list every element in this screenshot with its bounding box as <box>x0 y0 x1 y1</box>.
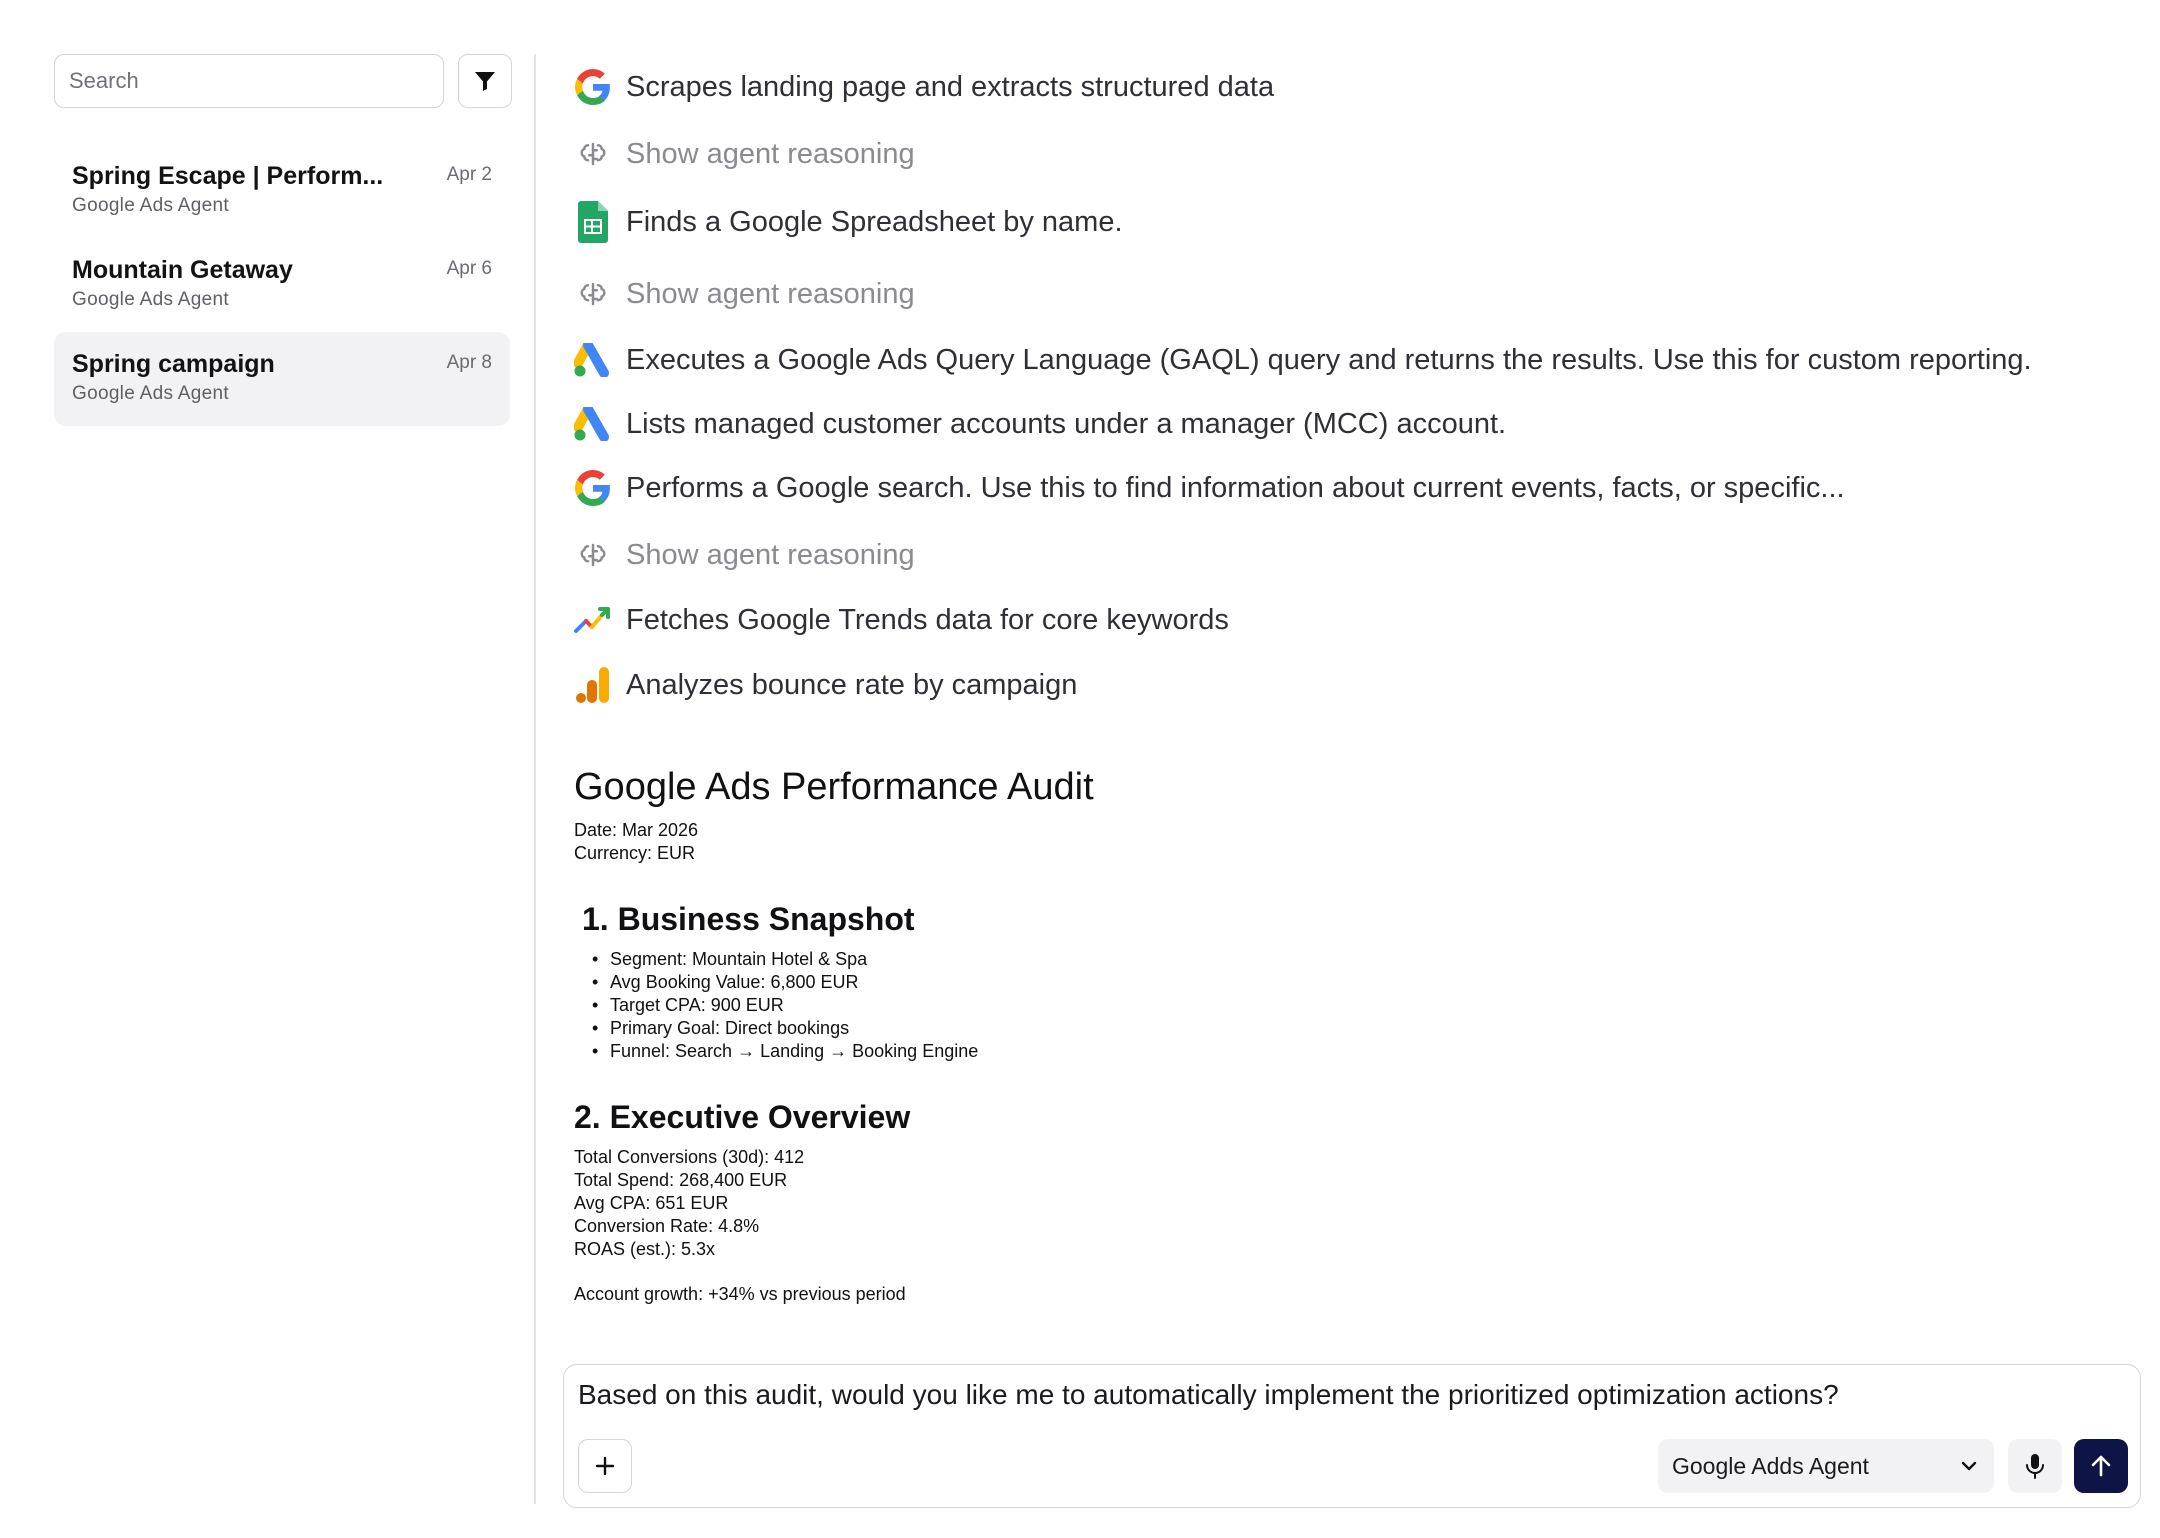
list-item: • Primary Goal: Direct bookings <box>592 1017 1874 1040</box>
stat-line: Total Conversions (30d): 412 <box>574 1147 805 1167</box>
conversation-item-active[interactable] <box>54 332 510 426</box>
arrow-up-icon <box>2088 1453 2114 1479</box>
list-item: • Funnel: Search → Landing → Booking Engine <box>592 1040 1874 1063</box>
tool-call-row[interactable] <box>574 469 1845 507</box>
tool-call-row[interactable] <box>574 203 1123 241</box>
conversation-date: Apr 2 <box>446 164 492 185</box>
microphone-button[interactable] <box>2008 1439 2062 1493</box>
google-ads-icon <box>574 341 612 379</box>
tool-call-row[interactable] <box>574 341 2032 379</box>
composer-input[interactable]: Based on this audit, would you like me to automatically implement the prioritized optimization actions? <box>578 1379 1839 1410</box>
executive-overview-section <box>574 1099 1874 1305</box>
list-item: • Segment: Mountain Hotel & Spa <box>592 948 1874 971</box>
tool-call-row[interactable] <box>574 601 1229 639</box>
search-row <box>54 54 512 108</box>
chevron-down-icon <box>1958 1455 1980 1477</box>
reasoning-label: Show agent reasoning <box>626 538 915 571</box>
section-title: 1. Business Snapshot <box>582 901 915 937</box>
brain-icon <box>574 275 612 313</box>
agent-select-value: Google Adds Agent <box>1672 1452 1869 1479</box>
google-sheets-icon <box>574 203 612 241</box>
conversation-date: Apr 6 <box>446 258 492 279</box>
stat-line: Conversion Rate: 4.8% <box>574 1216 760 1236</box>
brain-icon <box>574 536 612 574</box>
sidebar-divider <box>534 54 536 1504</box>
microphone-icon <box>2023 1453 2047 1479</box>
conversation-item[interactable] <box>54 144 510 238</box>
reasoning-toggle[interactable] <box>574 275 915 313</box>
add-attachment-button[interactable] <box>578 1439 632 1493</box>
tool-call-text: Fetches Google Trends data for core keywords <box>626 603 1229 636</box>
tool-call-text: Executes a Google Ads Query Language (GAQL) query and returns the results. Use this for custom reporting. <box>626 343 2032 376</box>
conversation-agent: Google Ads Agent <box>72 289 229 310</box>
account-growth: Account growth: +34% vs previous period <box>574 1284 906 1304</box>
stat-line: Total Spend: 268,400 EUR <box>574 1170 788 1190</box>
reasoning-label: Show agent reasoning <box>626 137 915 170</box>
stat-line: ROAS (est.): 5.3x <box>574 1239 716 1259</box>
tool-call-row[interactable] <box>574 405 1506 443</box>
report-currency: Currency: EUR <box>574 843 696 863</box>
snapshot-list <box>592 948 1874 1063</box>
brain-icon <box>574 135 612 173</box>
send-button[interactable] <box>2074 1439 2128 1493</box>
conversation-title: Spring campaign <box>72 350 275 378</box>
report-title: Google Ads Performance Audit <box>574 766 1094 808</box>
reasoning-toggle[interactable] <box>574 536 915 574</box>
audit-report <box>574 766 1874 1305</box>
tool-call-row[interactable] <box>574 666 1077 704</box>
filter-button[interactable] <box>458 54 512 108</box>
conversation-agent: Google Ads Agent <box>72 195 229 216</box>
conversation-title: Mountain Getaway <box>72 256 293 284</box>
plus-icon <box>594 1455 616 1477</box>
sidebar <box>0 0 534 1538</box>
section-title: 2. Executive Overview <box>574 1099 911 1135</box>
tool-call-text: Finds a Google Spreadsheet by name. <box>626 205 1123 238</box>
tool-call-text: Analyzes bounce rate by campaign <box>626 668 1078 701</box>
filter-icon <box>473 69 497 93</box>
business-snapshot-section <box>582 901 1874 1063</box>
conversation-title: Spring Escape | Perform... <box>72 162 384 190</box>
report-date: Date: Mar 2026 <box>574 820 699 840</box>
tool-call-text: Lists managed customer accounts under a manager (MCC) account. <box>626 407 1507 440</box>
google-ads-icon <box>574 405 612 443</box>
google-g-icon <box>574 68 612 106</box>
google-analytics-icon <box>574 666 612 704</box>
tool-call-row[interactable] <box>574 68 1274 106</box>
agent-select[interactable] <box>1658 1439 1994 1493</box>
search-input[interactable] <box>54 54 444 108</box>
conversation-date: Apr 8 <box>446 352 492 373</box>
conversation-list <box>54 144 510 426</box>
overview-stats <box>574 1146 1874 1261</box>
list-item: • Avg Booking Value: 6,800 EUR <box>592 971 1874 994</box>
message-composer[interactable] <box>563 1364 2141 1508</box>
google-g-icon <box>574 469 612 507</box>
conversation-item[interactable] <box>54 238 510 332</box>
report-meta <box>574 819 1874 865</box>
reasoning-toggle[interactable] <box>574 135 915 173</box>
conversation-agent: Google Ads Agent <box>72 383 229 404</box>
reasoning-label: Show agent reasoning <box>626 277 915 310</box>
tool-call-text: Scrapes landing page and extracts structured data <box>626 70 1275 103</box>
stat-line: Avg CPA: 651 EUR <box>574 1193 729 1213</box>
tool-call-text: Performs a Google search. Use this to find information about current events, facts, or specific... <box>626 471 1845 504</box>
list-item: • Target CPA: 900 EUR <box>592 994 1874 1017</box>
google-trends-icon <box>574 601 612 639</box>
